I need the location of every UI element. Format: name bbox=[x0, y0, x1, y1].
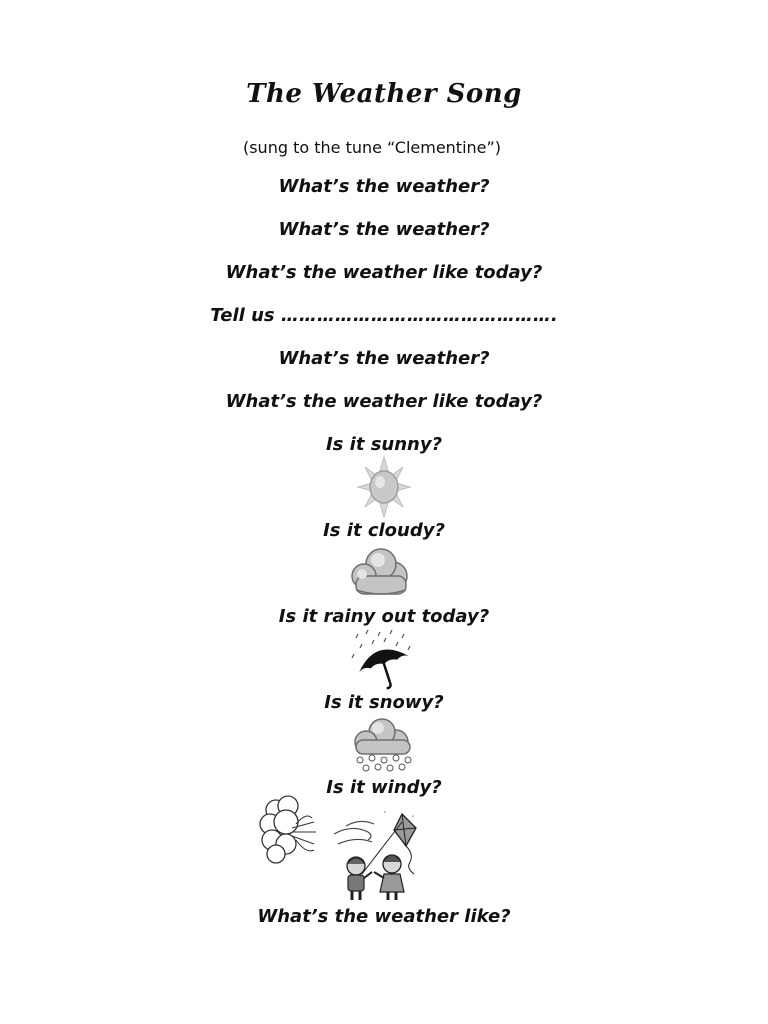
lyric-line: Is it rainy out today? bbox=[278, 606, 490, 627]
snow-cloud-icon bbox=[350, 716, 416, 772]
lyric-line: What’s the weather? bbox=[278, 219, 490, 240]
song-title: The Weather Song bbox=[246, 79, 522, 109]
svg-text:": " bbox=[384, 812, 387, 818]
lyric-line: Is it cloudy? bbox=[323, 520, 445, 541]
svg-text:": " bbox=[412, 816, 415, 822]
wind-kite-icon bbox=[256, 792, 426, 904]
lyric-line: Is it windy? bbox=[326, 777, 442, 798]
lyric-line: Tell us ………………………………………. bbox=[210, 305, 558, 326]
lyric-line: What’s the weather like today? bbox=[225, 262, 543, 283]
sun-icon bbox=[356, 455, 412, 519]
cloud-icon bbox=[348, 544, 414, 600]
lyric-line: What’s the weather? bbox=[278, 348, 490, 369]
lyric-line: Is it snowy? bbox=[324, 692, 444, 713]
lyric-line: What’s the weather like? bbox=[257, 906, 511, 927]
lyric-line: What’s the weather like today? bbox=[225, 391, 543, 412]
lyric-line: Is it sunny? bbox=[325, 434, 443, 455]
lyric-line: What’s the weather? bbox=[278, 176, 490, 197]
umbrella-rain-icon bbox=[350, 628, 416, 690]
song-subtitle: (sung to the tune “Clementine”) bbox=[242, 138, 502, 157]
